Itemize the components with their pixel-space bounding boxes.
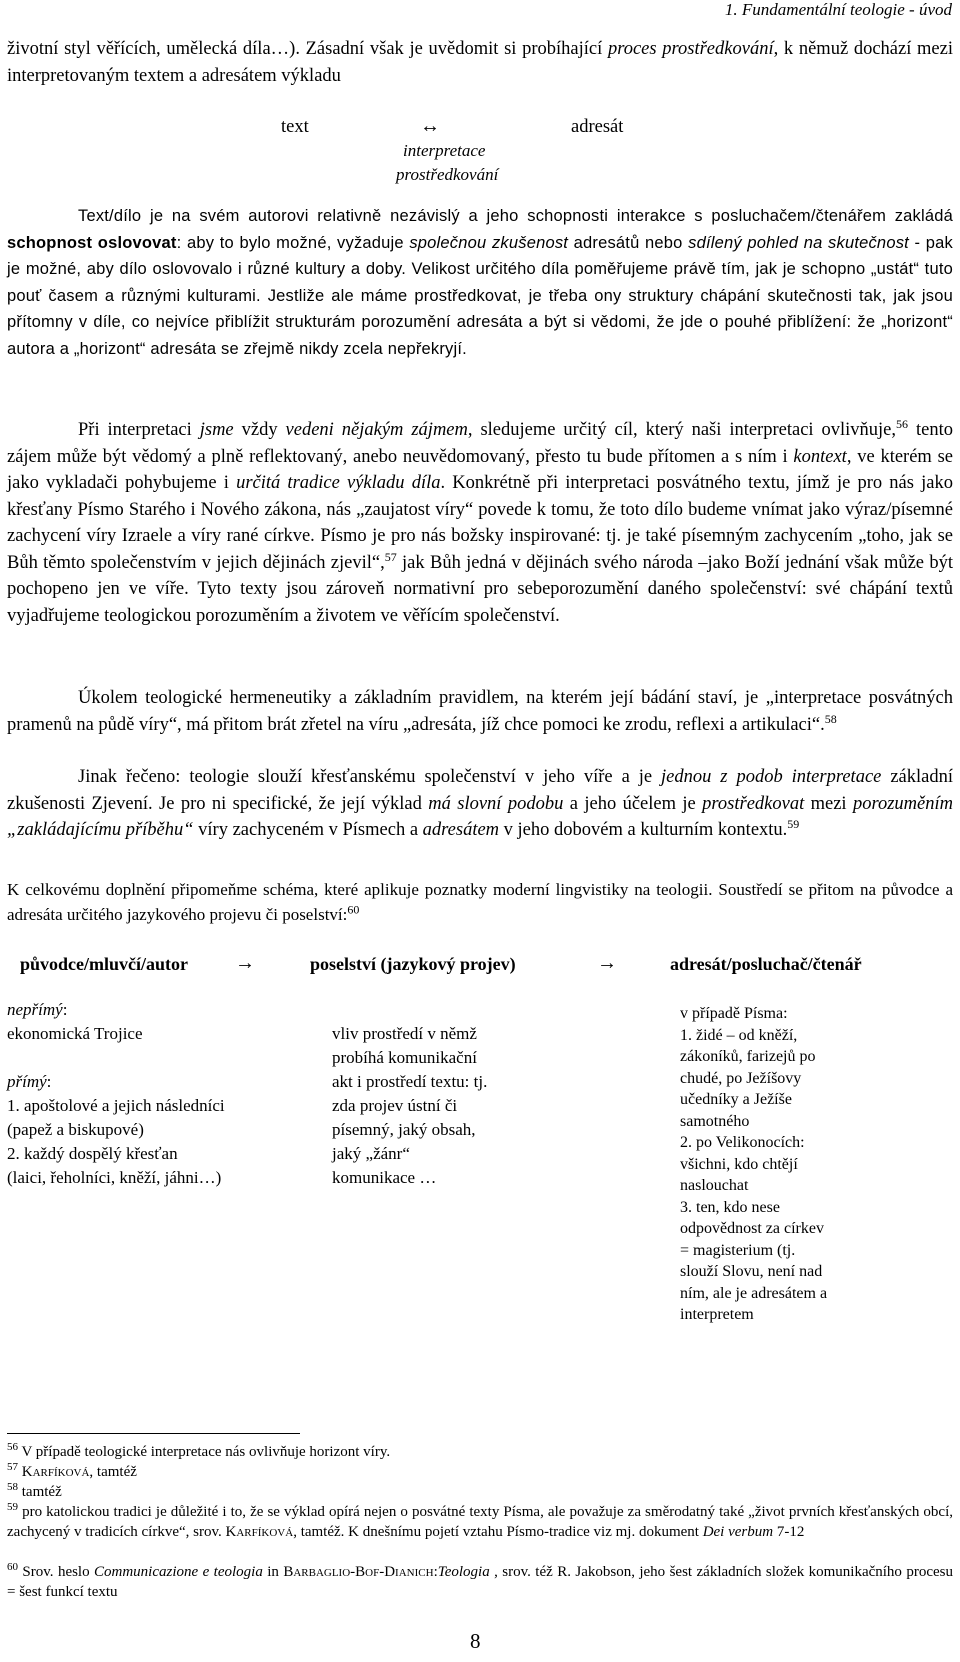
list-item: odpovědnost za církev xyxy=(680,1220,824,1237)
footnote-text: V případě teologické interpretace nás ovlivňuje horizont víry. xyxy=(18,1444,391,1460)
text-run: , sledujeme určitý cíl, který naši interpretaci ovlivňuje, xyxy=(467,420,897,440)
label-italic: přímý xyxy=(7,1072,47,1091)
list-item: 1. apoštolové a jejich následníci xyxy=(7,1096,225,1115)
document-title: Dei verbum xyxy=(702,1524,774,1540)
running-header: 1. Fundamentální teologie - úvod xyxy=(724,0,952,19)
list-item: (papež a biskupové) xyxy=(7,1120,144,1139)
diagram-text-label: text xyxy=(281,117,309,137)
text-run: , ve kterém se jako vykladači pohybujeme i xyxy=(7,446,953,493)
list-item: všichni, kdo chtějí xyxy=(680,1155,798,1173)
text-run: mezi xyxy=(804,793,853,814)
bidirectional-arrow-icon: ↔ xyxy=(420,115,440,137)
text-run: , k němuž dochází mezi interpretovaným textem a adresátem výkladu xyxy=(7,39,953,86)
footnote-text: : xyxy=(433,1564,438,1580)
diagram-mediation-label: prostředkování xyxy=(396,165,499,184)
footnote-ref-59[interactable]: 59 xyxy=(787,816,800,831)
footnote-number: 59 xyxy=(7,1501,18,1513)
footnote-ref-56[interactable]: 56 xyxy=(896,416,909,431)
indirect-text: ekonomická Trojice xyxy=(7,1024,143,1043)
footnote-ref-57[interactable]: 57 xyxy=(384,549,397,564)
footnote-58 xyxy=(7,1482,953,1502)
paragraph-6 xyxy=(7,878,953,927)
entry-title: Communicazione e teologia xyxy=(94,1564,263,1580)
footnote-number: 58 xyxy=(7,1481,18,1493)
footnote-59 xyxy=(7,1502,953,1542)
list-item: (laici, řeholníci, kněží, jáhni…) xyxy=(7,1168,222,1187)
footnote-ref-60[interactable]: 60 xyxy=(347,901,360,916)
italic-run: kontext xyxy=(793,446,847,467)
text-run: - pak je možné, aby dílo oslovovalo i různé kultury a doby. Velikost určitého díla poměřujeme právě tím, jak je schopno „ustát“ tuto pouť časem a různými kulturami. Jestliže ale máme prostředkovat, je třeba ony struktury chápání skutečnosti tak, jak jsou přítomny v díle, co nejvíce přiblížit strukturám porozumění adresáta a být si vědomi, že jde o pouhé přiblížení: že „horizont“ autora a „horizont“ adresáta se zřejmě nikdy zcela nepřekryjí. xyxy=(7,233,953,358)
text-run: a jeho účelem je xyxy=(563,793,703,814)
page-number: 8 xyxy=(470,1629,481,1653)
right-arrow-icon: → xyxy=(597,952,617,974)
list-item: probíhá komunikační xyxy=(332,1048,477,1067)
text-run: víry zachyceném v Písmech a xyxy=(193,820,423,840)
diagram-interpretation-label: interpretace xyxy=(403,141,486,160)
footnote-text: , srov. též R. Jakobson, jeho šest základních složek komunikačního procesu = šest funkcí textu xyxy=(7,1564,953,1600)
list-item: 2. každý dospělý křesťan xyxy=(7,1144,178,1163)
list-item: jaký „žánr“ xyxy=(332,1144,410,1163)
italic-run: má slovní podobu xyxy=(428,793,564,814)
text-run: Text/dílo je na svém autorovi relativně nezávislý a jeho schopnosti interakce s posluchačem/čtenářem zakládá xyxy=(78,207,953,225)
list-item: ním, ale je adresátem a xyxy=(680,1284,828,1302)
label-colon: : xyxy=(46,1072,52,1091)
schema-message-heading: poselství (jazykový projev) xyxy=(310,954,516,974)
italic-run: adresátem xyxy=(422,820,500,840)
text-run: adresátů nebo xyxy=(568,233,689,252)
text-run: jak Bůh jedná v dějinách svého národa –jako Boží jednání však může být pochopeno jen ve víře. Tyto texty jsou zároveň normativní pro sebeporozumění daného společenství: své chápání textů vyjadřujeme teologickou porozuměním a životem ve věřícím společenství. xyxy=(7,552,953,626)
footnote-text: tamtéž xyxy=(18,1484,62,1500)
list-item: písemný, jaký obsah, xyxy=(332,1120,476,1139)
footnote-number: 60 xyxy=(7,1561,18,1573)
author-names: Barbaglio-Bof-Dianich xyxy=(283,1564,434,1580)
schema-message-column xyxy=(332,1022,592,1190)
schema-recipient-heading: adresát/posluchač/čtenář xyxy=(670,954,862,974)
list-item: akt i prostředí textu: tj. xyxy=(332,1072,488,1091)
list-item: 2. po Velikonocích: xyxy=(680,1134,805,1151)
italic-run: sdílený pohled na skutečnost xyxy=(688,233,909,252)
list-item: učedníky a Ježíše xyxy=(680,1091,792,1108)
italic-run: jednou z podob interpretace xyxy=(661,767,882,787)
footnote-separator xyxy=(7,1433,300,1434)
list-item: slouží Slovu, není nad xyxy=(680,1263,823,1280)
footnote-text: , tamtéž. K dnešnímu pojetí vztahu Písmo-tradice viz mj. dokument xyxy=(293,1524,703,1540)
text-run: životní styl věřících, umělecká díla…). Zásadní však je uvědomit si probíhající xyxy=(7,39,608,59)
list-item: zda projev ústní či xyxy=(332,1096,458,1115)
label-colon: : xyxy=(62,1000,68,1019)
paragraph-1 xyxy=(7,36,953,89)
italic-run: vedeni nějakým zájmem xyxy=(285,420,468,440)
text-run: vždy xyxy=(233,420,286,440)
direct-label xyxy=(7,1070,287,1094)
footnote-number: 57 xyxy=(7,1461,18,1473)
footnote-ref-58[interactable]: 58 xyxy=(824,711,837,726)
text-run: základní zkušenosti Zjevení. Je pro ni specifické, že její výklad xyxy=(7,767,953,814)
italic-run: prostředkovat xyxy=(702,793,805,814)
italic-run: proces prostředkování xyxy=(607,39,774,59)
text-run: K celkovému doplnění připomeňme schéma, které aplikuje poznatky moderní lingvistiky na teologii. Soustředí se přitom na původce a adresáta určitého jazykového projevu či poselství: xyxy=(7,880,953,924)
paragraph-4 xyxy=(7,685,953,738)
list-item: zákoníků, farizejů po xyxy=(680,1048,816,1065)
list-item: naslouchat xyxy=(680,1177,749,1194)
footnote-text: in xyxy=(262,1564,284,1580)
list-item: 3. ten, kdo nese xyxy=(680,1198,780,1216)
italic-run: určitá tradice výkladu díla xyxy=(236,473,441,493)
schema-author-column xyxy=(7,998,287,1190)
footnote-57 xyxy=(7,1462,953,1482)
schema-author-heading: původce/mluvčí/autor xyxy=(20,954,189,974)
text-run: Jinak řečeno: teologie slouží křesťanskému společenství v jeho víře a je xyxy=(78,767,662,787)
text-run: . Konkrétně při interpretaci posvátného textu, jímž je pro nás jako křesťany Písmo Starého i Nového zákona, nás „zaujatost víry“ povede k tomu, že toto dílo budeme vnímat jako výraz/písemné zachycení víry Izraele a víry rané církve. Písmo je pro nás božsky inspirované: tj. je také písemným zachycením „toho, jak se Bůh těmto společenstvím v jejich dějinách zjevil“, xyxy=(7,473,953,573)
italic-run: porozuměním „zakládajícímu příběhu“ xyxy=(7,793,954,840)
author-name: Karfíková xyxy=(225,1524,294,1540)
text-run: Úkolem teologické hermeneutiky a základním pravidlem, na kterém její bádání staví, je „interpretace posvátných pramenů na půdě víry“, má přitom brát zřetel na víru „adresáta, jíž chce pomoci ke zrodu, reflexi a artikulaci“. xyxy=(7,688,953,735)
text-run: Při interpretaci xyxy=(78,420,200,440)
list-item: 1. židé – od kněží, xyxy=(680,1026,798,1044)
footnote-text: Srov. heslo xyxy=(18,1564,95,1580)
italic-run: společnou zkušenost xyxy=(409,233,569,252)
footnote-text: 7-12 xyxy=(773,1524,805,1540)
list-item: samotného xyxy=(680,1112,750,1130)
label-italic: nepřímý xyxy=(7,1000,63,1019)
spacer xyxy=(7,1046,287,1070)
footnote-56 xyxy=(7,1442,953,1462)
list-item: vliv prostředí v němž xyxy=(332,1024,477,1043)
footnote-text: , tamtéž xyxy=(89,1464,137,1480)
book-title: Teologia xyxy=(437,1564,490,1580)
paragraph-5 xyxy=(7,764,953,844)
footnote-60 xyxy=(7,1562,953,1602)
diagram-recipient-label: adresát xyxy=(571,117,624,137)
text-run: : aby to bylo možné, vyžaduje xyxy=(176,233,410,252)
list-item: komunikace … xyxy=(332,1168,437,1187)
footnote-text: pro katolickou tradici je důležité i to, že se výklad opírá nejen o posvátné texty Písma, ale považuje za směrodatný také „život prvních křesťanských obcí, zachycený v tradicích církve“, srov. xyxy=(7,1504,953,1540)
schema-recipient-column xyxy=(680,1003,950,1326)
indirect-label xyxy=(7,998,287,1022)
list-item: chudé, po Ježíšovy xyxy=(680,1069,802,1087)
paragraph-2 xyxy=(7,203,953,362)
right-arrow-icon: → xyxy=(235,952,255,974)
author-name: Karfíková xyxy=(18,1464,90,1480)
paragraph-3 xyxy=(7,417,953,629)
list-item: = magisterium (tj. xyxy=(680,1241,796,1259)
list-item: v případě Písma: xyxy=(680,1005,788,1022)
footnote-number: 56 xyxy=(7,1441,18,1453)
text-run: v jeho dobovém a kulturním kontextu. xyxy=(499,820,788,840)
italic-run: jsme xyxy=(199,420,234,440)
bold-run: schopnost oslovovat xyxy=(7,233,177,252)
text-run: tento zájem může být vědomý a plně reflektovaný, anebo neuvědomovaný, přesto tu bude přítomen a s ním i xyxy=(7,420,953,467)
list-item: interpretem xyxy=(680,1306,754,1323)
